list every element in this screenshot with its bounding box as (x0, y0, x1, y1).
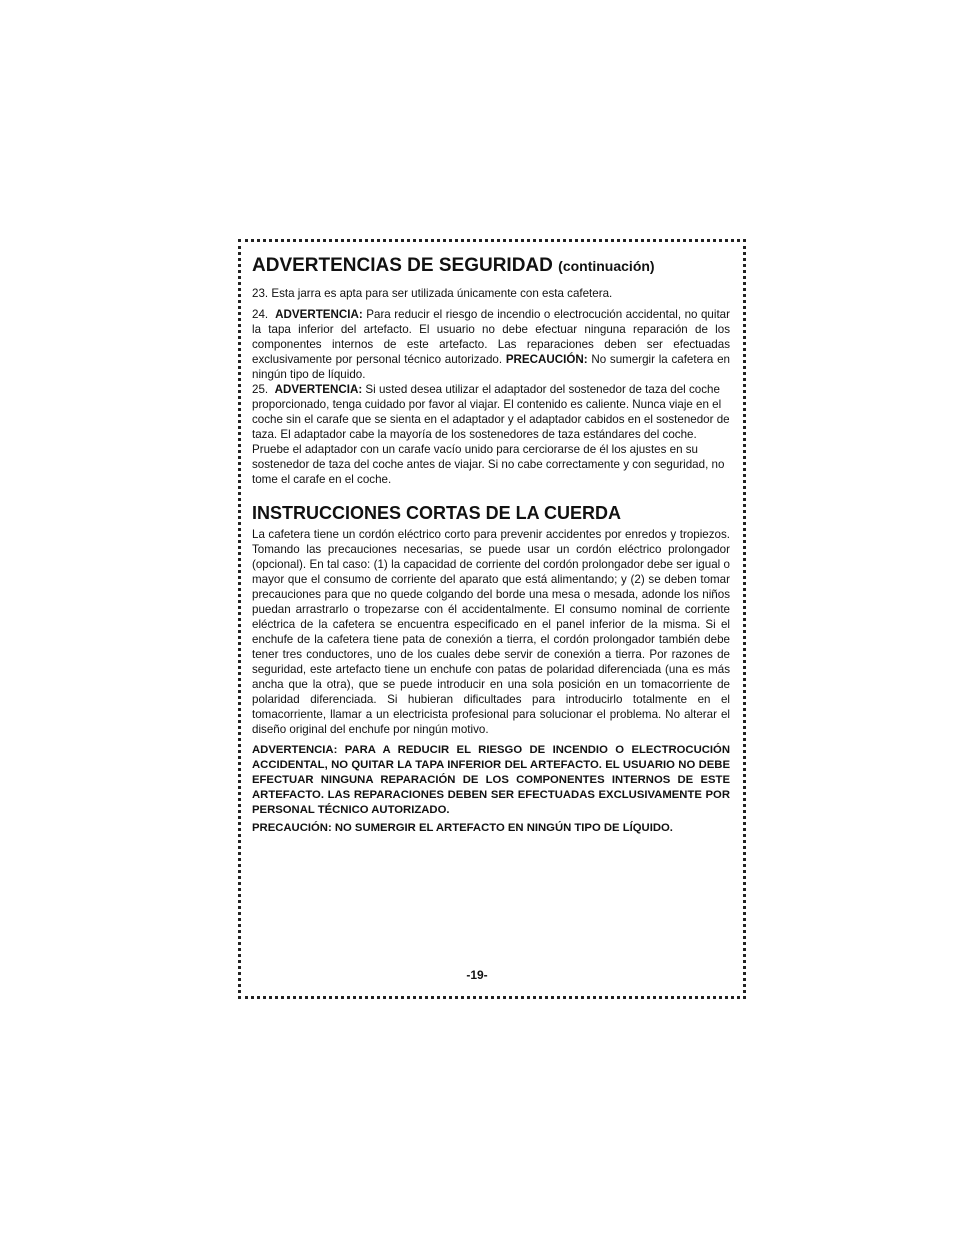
section-title-instrucciones: INSTRUCCIONES CORTAS DE LA CUERDA (252, 503, 622, 523)
uppercase-warning: ADVERTENCIA: PARA A REDUCIR EL RIESGO DE INCENDIO O ELECTROCUCIÓN ACCIDENTAL, NO QUITAR LA TAPA INFERIOR DEL ARTEFACTO. EL USUARIO NO DEBE EFECTUAR NINGUNA REPARACIÓN DE LOS COMPONENTES INTERNOS DE ESTE ARTEFACTO. LAS REPARACIONES DEBEN SER EFECTUADAS EXCLUSIVAMENTE POR PERSONAL TÉCNICO AUTORIZADO. (252, 744, 730, 816)
item-25 (252, 382, 730, 487)
item-25-warning-label: ADVERTENCIA: (274, 383, 363, 396)
section-title-advertencias: ADVERTENCIAS DE SEGURIDAD (continuación) (252, 255, 655, 276)
item-24-caution-text: No sumergir la cafetera en ningún tipo de líquido. (252, 353, 730, 381)
item-25-text: Si usted desea utilizar el adaptador del sostenedor de taza del coche proporcionado, tenga cuidado por favor al viajar. El contenido es caliente. Nunca viaje en el coche sin el carafe que se sienta en el adaptador y el adaptador cabidos en el sostenedor de taza. El adaptador cabe la mayoría de los sostenedores de taza estándares del coche. Pruebe el adaptador con un carafe vacío unido para cerciorarse de él los ajustes en su sostenedor de taza del coche antes de viajar. Si no cabe correctamente y con seguridad, no tome el carafe en el coche. (252, 383, 730, 486)
item-24-text: Para reducir el riesgo de incendio o electrocución accidental, no quitar la tapa inferior del artefacto. El usuario no debe efectuar ninguna reparación de los componentes internos de este artefacto. Las reparaciones deben ser efectuadas exclusivamente por personal técnico autorizado. (252, 308, 730, 366)
item-24 (252, 307, 730, 382)
item-25-number: 25. (252, 383, 269, 396)
item-24-number: 24. (252, 308, 269, 321)
item-24-caution-label: PRECAUCIÓN: (505, 353, 588, 366)
page-number: -19- (466, 968, 488, 982)
page-content (252, 254, 730, 836)
cord-instructions-body: La cafetera tiene un cordón eléctrico corto para prevenir accidentes por enredos y tropiezos. Tomando las precauciones necesarias, se puede usar un cordón eléctrico prolongador (opcional). En tal caso: (1) la capacidad de corriente del cordón prolongador debe ser igual o mayor que el consumo de corriente del aparato que está alimentando; y (2) se deben tomar precauciones para que no quede colgando del borde una mesa o mesada, adonde los niños puedan arrastrarlo o tropezarse con él accidentalmente. El consumo nominal de corriente eléctrica de la cafetera se encuentra especificado en el panel inferior de la misma. Si el enchufe de la cafetera tiene pata de conexión a tierra, el cordón prolongador también debe tener tres conductores, uno de los cuales debe servir de conexión a tierra. Por razones de seguridad, este artefacto tiene un enchufe con patas de polaridad diferenciada (una es más ancha que la otra), que se puede introducir en una sola posición en un tomacorriente de polaridad diferenciada. Si hubieran dificultades para introducirlo totalmente en el tomacorriente, llamar a un electricista profesional para solucionar el problema. No alterar el diseño original del enchufe por ningún motivo. (252, 528, 730, 736)
item-23: 23. Esta jarra es apta para ser utilizada únicamente con esta cafetera. (252, 287, 613, 300)
item-24-warning-label: ADVERTENCIA: (275, 308, 363, 321)
section-subtitle: (continuación) (558, 258, 655, 274)
uppercase-caution: PRECAUCIÓN: NO SUMERGIR EL ARTEFACTO EN NINGÚN TIPO DE LÍQUIDO. (252, 822, 673, 834)
